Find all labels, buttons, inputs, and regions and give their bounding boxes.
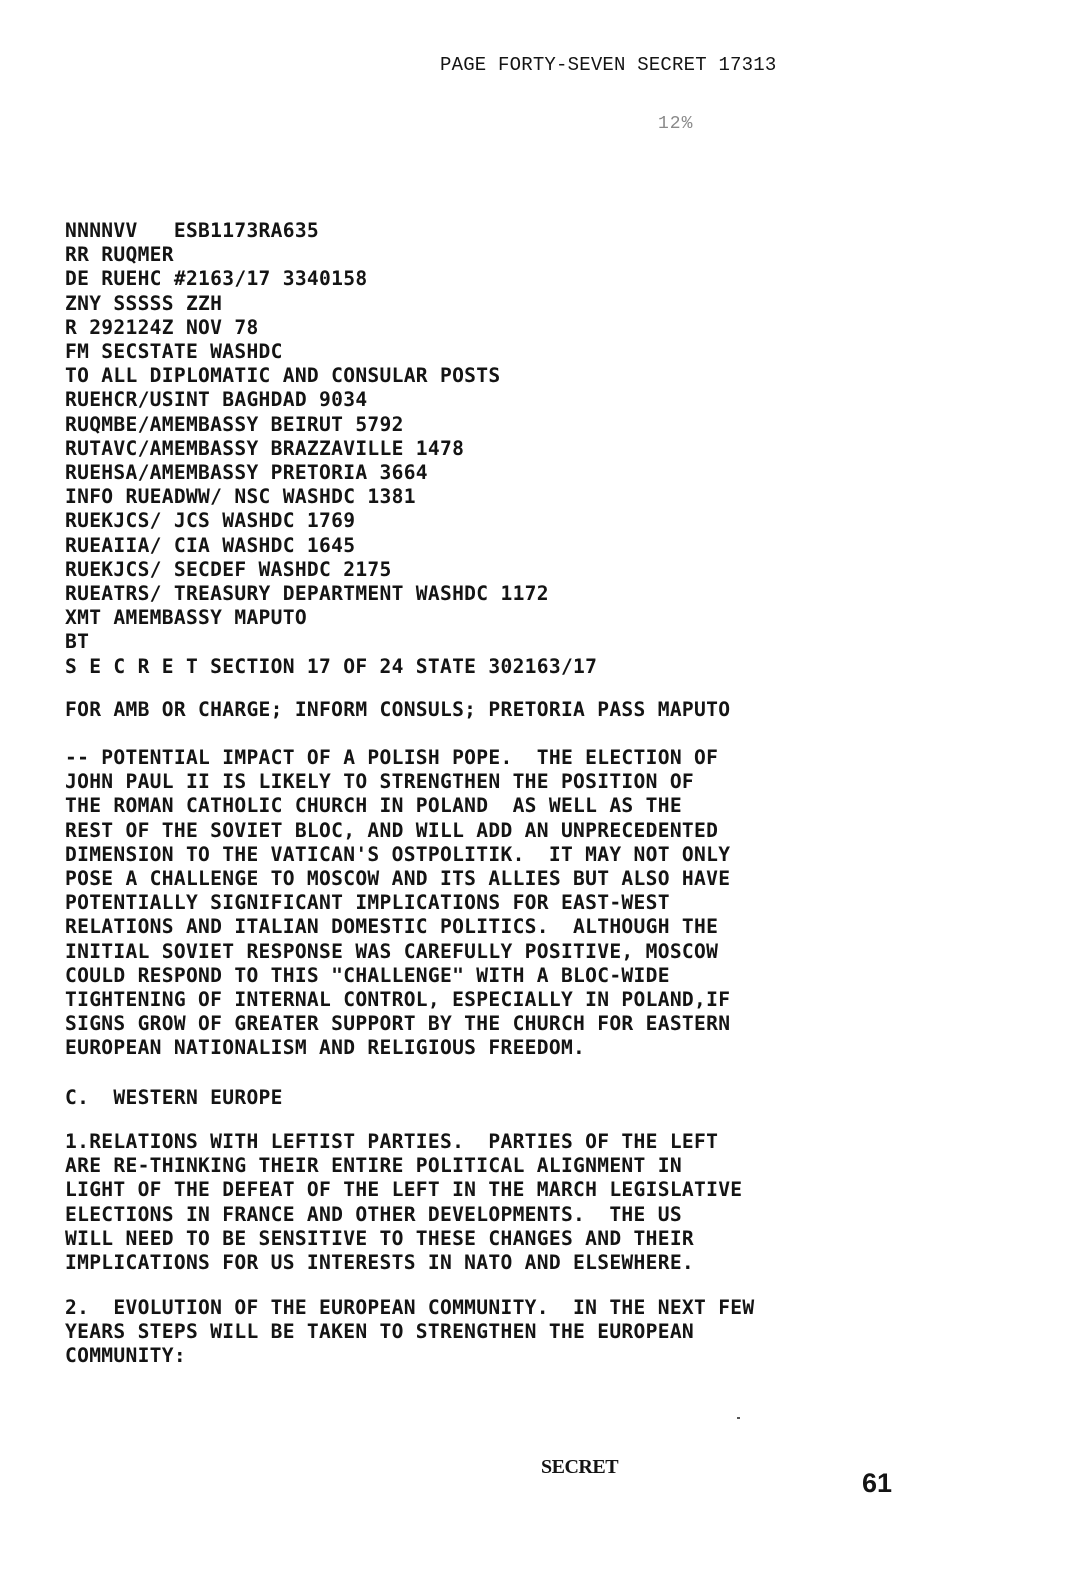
text-line: YEARS STEPS WILL BE TAKEN TO STRENGTHEN THE EUROPEAN [65, 1320, 695, 1344]
scan-speck [737, 1417, 740, 1419]
text-line: 2. EVOLUTION OF THE EUROPEAN COMMUNITY. IN THE NEXT FEW [65, 1296, 755, 1319]
text-line: WILL NEED TO BE SENSITIVE TO THESE CHANGES AND THEIR [65, 1226, 695, 1250]
section-heading-western-europe [65, 1086, 283, 1110]
text-line: XMT AMEMBASSY MAPUTO [65, 606, 307, 630]
text-line: RUEHSA/AMEMBASSY PRETORIA 3664 [65, 461, 428, 485]
text-line: RELATIONS AND ITALIAN DOMESTIC POLITICS. ALTHOUGH THE [65, 915, 719, 939]
text-line: ELECTIONS IN FRANCE AND OTHER DEVELOPMENTS. THE US [65, 1202, 682, 1226]
text-line: LIGHT OF THE DEFEAT OF THE LEFT IN THE MARCH LEGISLATIVE [65, 1178, 743, 1202]
text-line: POSE A CHALLENGE TO MOSCOW AND ITS ALLIES BUT ALSO HAVE [65, 867, 731, 891]
european-community-paragraph [65, 1296, 755, 1369]
text-line: JOHN PAUL II IS LIKELY TO STRENGTHEN THE POSITION OF [65, 770, 695, 794]
text-line: RR RUQMER [65, 243, 174, 267]
text-line: RUEATRS/ TREASURY DEPARTMENT WASHDC 1172 [65, 582, 549, 606]
handwritten-stamp: 12% [658, 114, 694, 134]
text-line: TIGHTENING OF INTERNAL CONTROL, ESPECIALLY IN POLAND,IF [65, 988, 731, 1012]
text-line: COULD RESPOND TO THIS "CHALLENGE" WITH A BLOC-WIDE [65, 963, 670, 987]
text-line: REST OF THE SOVIET BLOC, AND WILL ADD AN UNPRECEDENTED [65, 818, 719, 842]
text-line: 1.RELATIONS WITH LEFTIST PARTIES. PARTIES OF THE LEFT [65, 1130, 719, 1153]
polish-pope-paragraph [65, 746, 730, 1061]
text-line: FM SECSTATE WASHDC [65, 340, 283, 364]
distribution-instruction [65, 698, 730, 722]
text-line: ARE RE-THINKING THEIR ENTIRE POLITICAL ALIGNMENT IN [65, 1154, 682, 1178]
text-line: C. WESTERN EUROPE [65, 1086, 283, 1109]
footer-classification: SECRET [541, 1456, 619, 1478]
text-line: BT [65, 630, 90, 654]
text-line: IMPLICATIONS FOR US INTERESTS IN NATO AND ELSEWHERE. [65, 1251, 695, 1275]
text-line: INITIAL SOVIET RESPONSE WAS CAREFULLY POSITIVE, MOSCOW [65, 939, 719, 963]
text-line: EUROPEAN NATIONALISM AND RELIGIOUS FREEDOM. [65, 1036, 586, 1060]
text-line: DE RUEHC #2163/17 3340158 [65, 267, 368, 291]
text-line: R 292124Z NOV 78 [65, 315, 259, 339]
leftist-parties-paragraph [65, 1130, 742, 1275]
text-line: RUEAIIA/ CIA WASHDC 1645 [65, 533, 356, 557]
text-line: THE ROMAN CATHOLIC CHURCH IN POLAND AS WELL AS THE [65, 794, 682, 818]
text-line: S E C R E T SECTION 17 OF 24 STATE 302163/17 [65, 654, 598, 678]
routing-block [65, 219, 597, 679]
text-line: NNNNVV ESB1173RA635 [65, 219, 320, 242]
text-line: DIMENSION TO THE VATICAN'S OSTPOLITIK. IT MAY NOT ONLY [65, 842, 731, 866]
text-line: RUTAVC/AMEMBASSY BRAZZAVILLE 1478 [65, 436, 465, 460]
text-line: SIGNS GROW OF GREATER SUPPORT BY THE CHURCH FOR EASTERN [65, 1012, 731, 1036]
page-header: PAGE FORTY-SEVEN SECRET 17313 [440, 54, 777, 76]
text-line: RUQMBE/AMEMBASSY BEIRUT 5792 [65, 412, 404, 436]
text-line: -- POTENTIAL IMPACT OF A POLISH POPE. THE ELECTION OF [65, 746, 719, 769]
text-line: FOR AMB OR CHARGE; INFORM CONSULS; PRETORIA PASS MAPUTO [65, 698, 731, 721]
text-line: INFO RUEADWW/ NSC WASHDC 1381 [65, 485, 416, 509]
page-number: 61 [862, 1468, 893, 1498]
text-line: COMMUNITY: [65, 1344, 186, 1368]
text-line: RUEKJCS/ JCS WASHDC 1769 [65, 509, 356, 533]
text-line: POTENTIALLY SIGNIFICANT IMPLICATIONS FOR EAST-WEST [65, 891, 670, 915]
text-line: RUEHCR/USINT BAGHDAD 9034 [65, 388, 368, 412]
text-line: ZNY SSSSS ZZH [65, 291, 223, 315]
text-line: RUEKJCS/ SECDEF WASHDC 2175 [65, 557, 392, 581]
text-line: TO ALL DIPLOMATIC AND CONSULAR POSTS [65, 364, 501, 388]
